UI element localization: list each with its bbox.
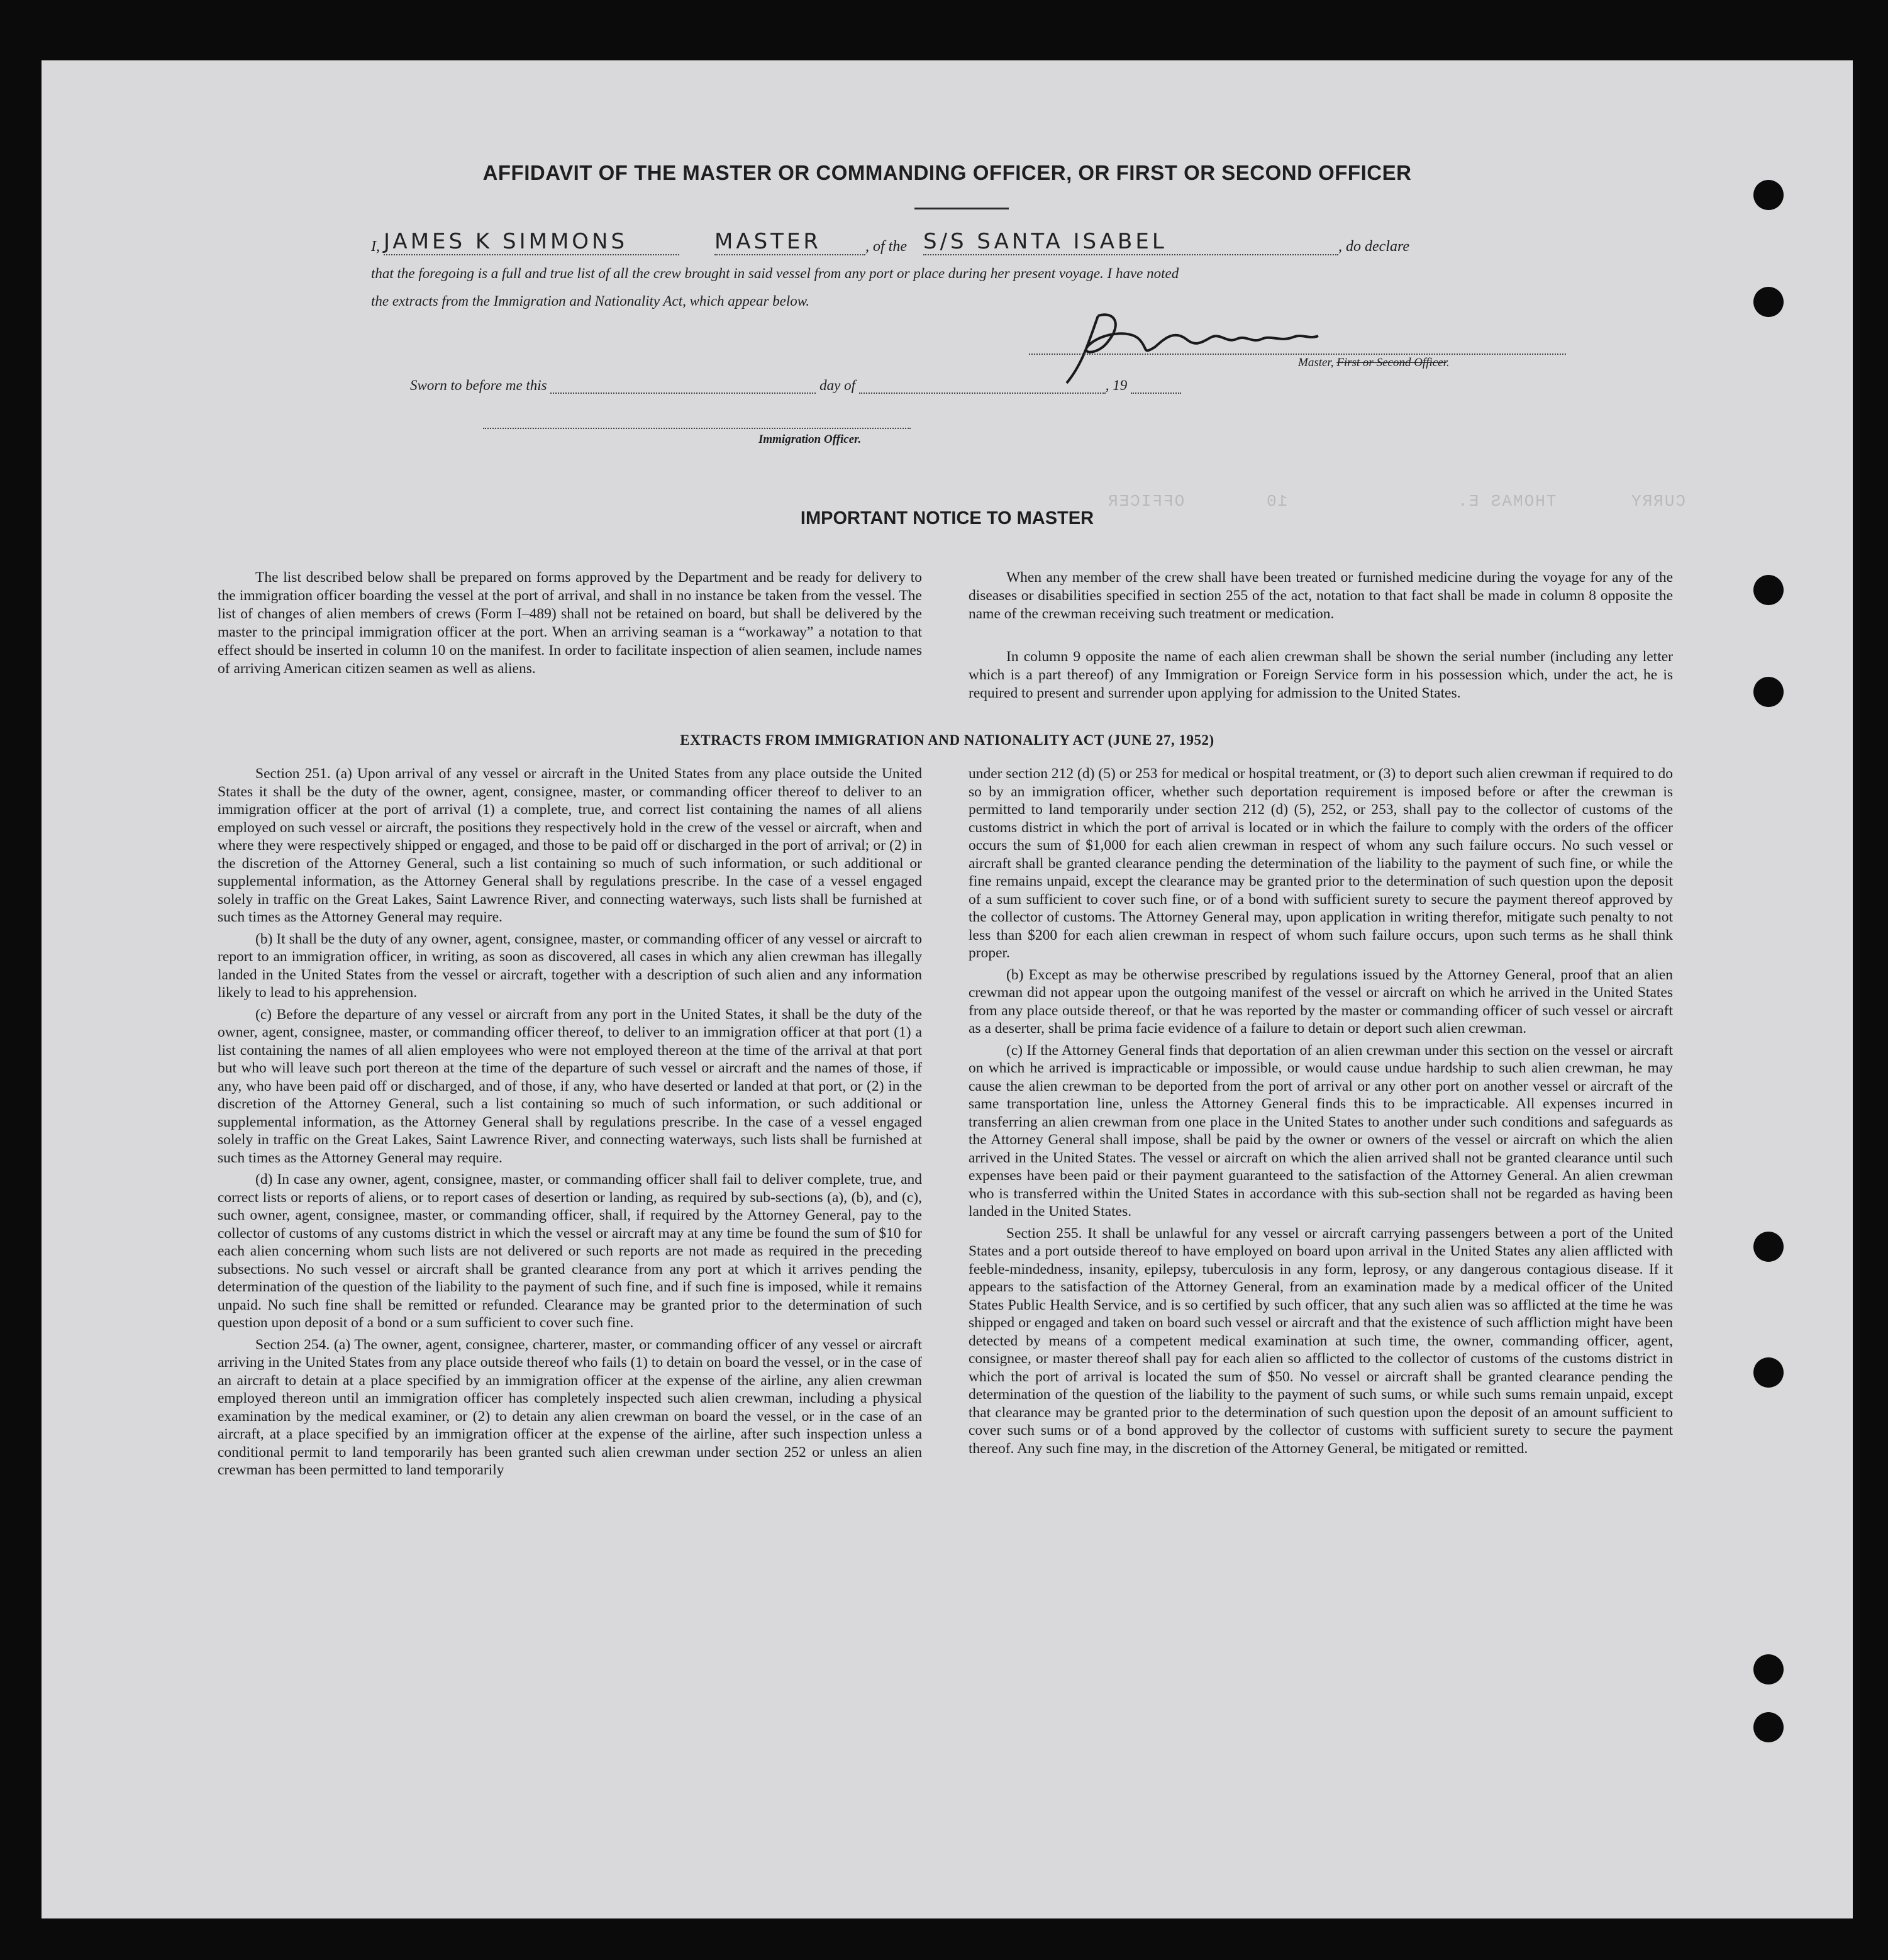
punch-hole [1753,1654,1784,1684]
affidavit-title: AFFIDAVIT OF THE MASTER OR COMMANDING OFFICER, OR FIRST OR SECOND OFFICER [482,161,1412,184]
sworn-year-field [1131,393,1181,394]
extracts-left-column [218,765,922,1483]
punch-hole [1753,287,1784,317]
section-251c: (c) Before the departure of any vessel or aircraft from any port in the United States, it shall be the duty of the owner, agent, consignee, master, or commanding officer thereof, to deliver to an immigration officer at that port (1) a list containing the names of all alien employees who were not employed thereon at the time of the arrival at that port but who will leave such port thereon at the time of the departure of such vessel or aircraft and the names of those, if any, who have been paid off or discharged, and of those, if any, who have deserted or landed at that port, or (2) in the discretion of the Attorney General, such a list containing so much of such information, or such additional or supplemental information, as the Attorney General shall by regulations prescribe. In the case of a vessel engaged solely in traffic on the Great Lakes, Saint Lawrence River, and connecting waterways, such lists shall be furnished at such times as the Attorney General may require. [218,1006,922,1166]
bleed-through-text: THOMAS E. [1457,492,1557,511]
punch-hole [1753,1232,1784,1262]
of-the-text: , of the [865,238,907,255]
section-254c: (c) If the Attorney General finds that deportation of an alien crewman under this section on the vessel or aircraft on which he arrived is impracticable or impossible, or would cause undue hardship to such alien crewman, he may cause the alien crewman to be deported from the port of arrival or any other port on another vessel or aircraft of the same transportation line, unless the Attorney General finds this to be impracticable. All expenses incurred in transferring an alien crewman from one place in the United States to another under such conditions and safeguards as the Attorney General shall impose, shall be paid by the owner or owners of the vessel or aircraft on which the alien arrived in the United States. The vessel or aircraft on which the alien arrived shall not be granted clearance until such expenses have been paid or their payment guaranteed to the satisfaction of the Attorney General. An alien crewman who is transferred within the United States in accordance with this sub-section shall not be regarded as having been landed in the United States. [969,1042,1673,1220]
notice-left-paragraph: The list described below shall be prepared on forms approved by the Department and be ready for delivery to the immigration officer boarding the vessel at the port of arrival, and shall in no instance be taken from the vessel. The list of changes of alien members of crews (Form I–489) shall not be retained on board, but shall be delivered by the master to the principal immigration officer at the port. When an arriving seaman is a “workaway” a notation to that effect should be inserted in column 10 on the manifest. In order to facilitate inspection of alien seamen, include names of arriving American citizen seamen as well as aliens. [218,569,922,677]
document-page [42,60,1853,1918]
do-declare-text: , do declare [1338,238,1410,255]
extracts-right-column [969,765,1673,1461]
caption-period: . [1446,356,1450,369]
vessel-field [923,229,1338,255]
section-255: Section 255. It shall be unlawful for any vessel or aircraft carrying passengers between a port of the United States and a port outside thereof to have employed on board upon arrival in the United States any alien afflicted with feeble-mindedness, insanity, epilepsy, tuberculosis in any form, leprosy, or any dangerous contagious disease. If it appears to the satisfaction of the Attorney General, from an examination made by a medical officer of the United States Public Health Service, and is so certified by such officer, that any such alien was so afflicted at the time he was shipped or engaged and taken on board such vessel or aircraft and that the existence of such affliction might have been detected by means of a competent medical examination at such time, the owner, commanding officer, agent, consignee, or master thereof shall pay for each alien so afflicted to the collector of customs of the customs district in which the port of arrival is located the sum of $50. No vessel or aircraft shall be granted clearance pending the determination of the question of the liability to the payment of such sums, or while such sums remain unpaid, except that clearance may be granted prior to the determination of such question upon the deposit of an amount sufficient to cover such sums or of a bond approved by the collector of customs with sufficient surety to secure the payment thereof. Any such fine may, in the discretion of the Attorney General, be mitigated or remitted. [969,1225,1673,1457]
vessel-name: S/S SANTA ISABEL [923,229,1167,254]
notice-right-paragraph: When any member of the crew shall have been treated or furnished medicine during the voyage for any of the diseases or disabilities specified in section 255 of the act, notation to that fact shall be made in column 8 opposite the name of the crewman receiving such treatment or medication. [969,569,1673,622]
sworn-line [410,377,1605,394]
extracts-heading: EXTRACTS FROM IMMIGRATION AND NATIONALITY ACT (JUNE 27, 1952) [680,732,1214,748]
punch-hole [1753,677,1784,707]
master-name: JAMES K SIMMONS [384,229,628,254]
caption-struck-officer: First or Second Officer [1336,356,1447,369]
punch-hole [1753,1712,1784,1742]
master-rank: MASTER [714,229,822,254]
section-251d: (d) In case any owner, agent, consignee, master, or commanding officer shall fail to deliver complete, true, and correct lists or reports of aliens, or to report cases of desertion or landing, as required by sub-sections (a), (b), and (c), such owner, agent, consignee, master, or commanding officer, shall, if required by the Attorney General, pay to the collector of customs of any customs district in which the vessel or aircraft may at any time be found the sum of $10 for each alien concerning whom such lists are not delivered or such reports are not made as required in the preceding subsections. No such vessel or aircraft shall be granted clearance from any port at which it arrives pending the determination of the question of the liability to the payment of such fine, and if such fine is imposed, while it remains unpaid. No such fine shall be remitted or refunded. Clearance may be granted prior to the determination of such question upon deposit of a bond or a sum sufficient to cover such fine. [218,1171,922,1331]
notice-heading: IMPORTANT NOTICE TO MASTER [800,508,1094,528]
punch-hole [1753,575,1784,605]
master-name-field [384,229,679,255]
officer-caption: Immigration Officer. [758,433,862,446]
punch-hole [1753,1357,1784,1388]
declaration-line [371,229,1566,255]
section-251a: Section 251. (a) Upon arrival of any vessel or aircraft in the United States from any place outside the United States it shall be the duty of the owner, agent, consignee, master, or commanding officer thereof to deliver to an immigration officer at the port of arrival (1) a complete, true, and correct list containing the names of all aliens employed on such vessel or aircraft, the positions they respectively hold in the crew of the vessel or aircraft, when and where they were respectively shipped or engaged, and those to be paid off or discharged in the port of arrival; or (2) in the discretion of the Attorney General, such a list containing so much of such information, or such additional or supplemental information, as the Attorney General shall by regulations prescribe. In the case of a vessel engaged solely in traffic on the Great Lakes, Saint Lawrence River, and connecting waterways, such lists shall be furnished at such times as the Attorney General may require. [218,766,922,925]
bleed-through-text: CURRY [1630,492,1686,511]
declaration-prefix: I, [371,238,380,255]
signature-caption [1298,356,1450,370]
statement-line: that the foregoing is a full and true list of all the crew brought in said vessel from any port or place during her present voyage. I have noted [371,265,1179,281]
sworn-year: , 19 [1105,377,1128,393]
sworn-day-field [550,393,816,394]
statement-line: the extracts from the Immigration and Nationality Act, which appear below. [371,293,810,309]
sworn-prefix: Sworn to before me this [410,377,547,393]
notice-right-paragraph: In column 9 opposite the name of each alien crewman shall be shown the serial number (including any letter which is a part thereof) of any Immigration or Foreign Service form in his possession which, under the act, he is required to present and surrender upon applying for admission to the United States. [969,649,1673,701]
sworn-month-field [859,393,1106,394]
officer-signature-line [483,428,911,429]
section-254a: Section 254. (a) The owner, agent, consignee, charterer, master, or commanding officer of any vessel or aircraft arriving in the United States from any place outside thereof who fails (1) to detain on board the vessel, or in the case of an aircraft to detain at a place specified by an immigration officer at the expense of the airline, any alien crewman employed thereon until an immigration officer has completely inspected such alien crewman, including a physical examination by the medical examiner, or (2) to detain any alien crewman on board the vessel, or in the case of an aircraft, at a place specified by an immigration officer at the expense of the airline, after such inspection unless a conditional permit to land temporarily has been granted such alien crewman under section 252 or unless an alien crewman has been permitted to land temporarily [218,1336,922,1478]
rank-field [714,229,865,255]
title-divider [914,208,1009,209]
signature-line [1029,354,1566,355]
bleed-through-text: OFFICER [1107,492,1185,511]
section-254b: (b) Except as may be otherwise prescribed by regulations issued by the Attorney General, proof that an alien crewman did not appear upon the outgoing manifest of the vessel or aircraft on which he arrived in the United States from any place outside thereof, or that he was reported by the master or commanding officer of such vessel or aircraft as a deserter, shall be prima facie evidence of a failure to detain or deport such alien crewman. [969,966,1673,1037]
section-251b: (b) It shall be the duty of any owner, agent, consignee, master, or commanding officer of any vessel or aircraft to report to an immigration officer, in writing, as soon as discovered, all cases in which any alien crewman has illegally landed in the United States from the vessel or aircraft, together with a description of such alien and any information likely to lead to his apprehension. [218,930,922,1001]
sworn-day-of: day of [819,377,855,393]
caption-master: Master, [1298,356,1334,369]
bleed-through-text: 10 [1265,492,1288,511]
section-254a-continued: under section 212 (d) (5) or 253 for medical or hospital treatment, or (3) to deport such alien crewman if required to do so by an immigration officer, whether such deportation requirement is imposed before or after the crewman is permitted to land temporarily under section 212 (d) (5), 252, or 253, shall pay to the collector of customs of the customs district in which the port of arrival is located or in which the failure to comply with the orders of the officer occurs the sum of $1,000 for each alien crewman in respect of whom any such failure occurs. No such vessel or aircraft shall be granted clearance pending the determination of the liability to the payment of such fine, or while the fine remains unpaid, except the clearance may be granted prior to the determination of such question upon the deposit of a sum sufficient to cover such fine, or of a bond with sufficient surety to secure the payment thereof approved by the collector of customs. The Attorney General may, upon application in writing therefor, mitigate such penalty to not less than $200 for each alien crewman in respect of whom such failure occurs, upon such terms as he shall think proper. [969,766,1673,961]
